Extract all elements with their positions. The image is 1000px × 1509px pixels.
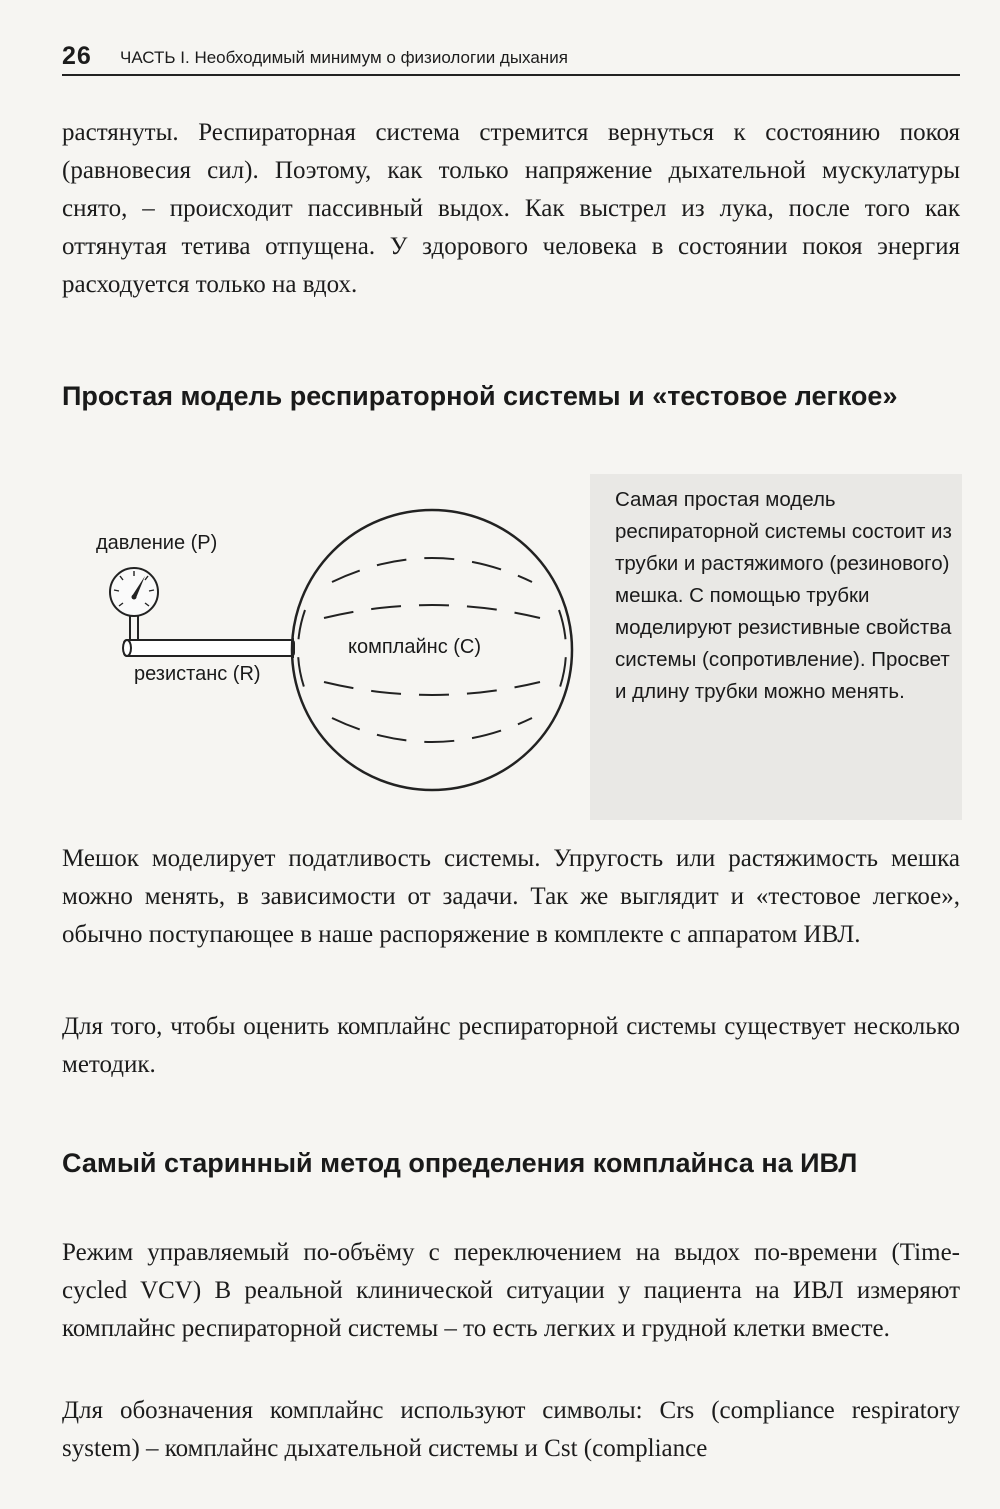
page-number: 26 bbox=[62, 42, 92, 70]
running-head bbox=[62, 40, 960, 76]
balloon-tube-diagram bbox=[62, 470, 582, 800]
section-heading-oldest-method: Самый старинный метод определения комплайнса на ИВЛ bbox=[62, 1148, 858, 1178]
paragraph-intro: растянуты. Респираторная система стремится вернуться к состоянию покоя (равновесия сил). Поэтому, как только напряжение дыхательной мускулатуры снято, – происходит пассивный выдох. Как выстрел из лука, после того как оттянутая тетива отпущена. У здорового человека в состоянии покоя энергия расходуется только на вдох. bbox=[62, 119, 960, 298]
respiratory-model-figure bbox=[62, 470, 582, 800]
paragraph-methods: Для того, чтобы оценить комплайнс респираторной системы существует несколько методик. bbox=[62, 1013, 960, 1078]
paragraph-symbols: Для обозначения комплайнс используют символы: Crs (compliance respiratory system) – комплайнс дыхательной системы и Cst (compliance bbox=[62, 1397, 960, 1462]
section-heading-simple-model: Простая модель респираторной системы и «тестовое легкое» bbox=[62, 381, 898, 411]
figure-caption: Самая простая модель респираторной системы состоит из трубки и растяжимого (резинового) мешка. С помощью трубки моделируют резистивные свойства системы (сопротивление). Просвет и длину трубки можно менять. bbox=[615, 488, 952, 703]
paragraph-bag: Мешок моделирует податливость системы. Упругость или растяжимость мешка можно менять, в зависимости от задачи. Так же выглядит и «тестовое легкое», обычно поступающее в наше распоряжение в комплекте с аппаратом ИВЛ. bbox=[62, 845, 960, 948]
paragraph-vcv: Режим управляемый по-объёму с переключением на выдох по-времени (Time-cycled VCV) В реальной клинической ситуации у пациента на ИВЛ измеряют комплайнс респираторной системы – то есть легких и грудной клетки вместе. bbox=[62, 1239, 960, 1342]
compliance-label: комплайнс (C) bbox=[348, 636, 482, 658]
running-title: ЧАСТЬ I. Необходимый минимум о физиологии дыхания bbox=[120, 48, 568, 67]
tube-resistance-icon bbox=[123, 640, 294, 656]
pressure-label: давление (P) bbox=[96, 532, 218, 554]
resistance-label: резистанс (R) bbox=[134, 663, 261, 685]
pressure-gauge-icon bbox=[110, 568, 158, 640]
